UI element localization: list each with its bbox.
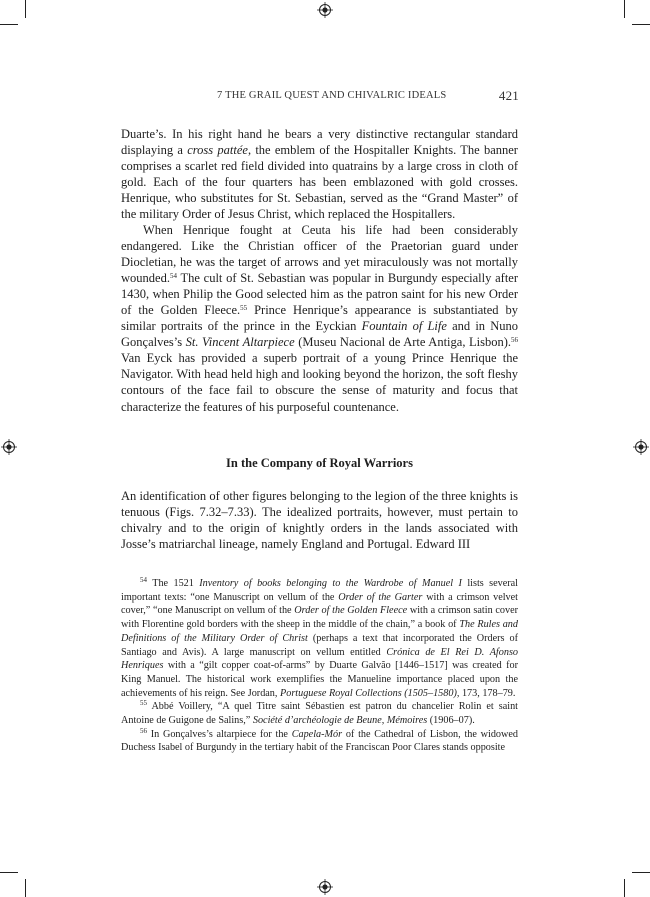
registration-mark-left-icon [1,439,17,455]
body-paragraph-2 [121,222,518,415]
italic-title: Capela-Mór [291,728,343,740]
italic-title: The Rules and Definitions of the Military Order of Christ [121,619,518,644]
crop-mark-bottom-left-h [0,872,18,873]
registration-mark-right-icon [633,439,649,455]
footnote-text: 173, 178–79. [459,687,516,699]
body-paragraph-3 [121,488,518,552]
footnote-54 [121,577,518,700]
crop-mark-top-left-v [25,0,26,18]
footnote-55 [121,700,518,727]
footnote-number: 54 [140,576,147,584]
footnote-text: lists several important texts: “one Manuscript on vellum of the [121,578,518,603]
crop-mark-bottom-right-h [632,872,650,873]
paragraph-text: , the emblem of the Hospitaller Knights. The banner comprises a scarlet red field divided into quatrains by a large cross in cloth of gold. Each of the four quarters has been emblazoned with gold crosses. Henrique, who substitutes for St. Sebastian, served as the “Grand Master” of the military Order of Jesus Christ, which replaced the Hospitallers. [121,143,518,222]
footnotes [121,577,518,755]
footnote-ref-55[interactable]: 55 [240,304,248,313]
footnote-ref-54[interactable]: 54 [169,272,177,281]
italic-title: Order of the Garter [338,591,423,603]
registration-mark-bottom-icon [317,879,333,895]
paragraph-text: An identification of other figures belonging to the legion of the three knights is tenuous (Figs. 7.32–7.33). The idealized portraits, however, must pertain to chivalry and to the origin of knightly orders in the lands associated with Josse’s matriarchal lineage, namely England and Portugal. Edward III [121,489,518,552]
footnote-text: In Gonçalves’s altarpiece for the [147,728,292,740]
registration-mark-top-icon [317,2,333,18]
footnote-text: with a crimson velvet cover,” “one Manuscript on vellum of the [121,591,518,617]
crop-mark-top-right-v [624,0,625,18]
crop-mark-top-left-h [0,24,18,25]
footnote-56 [121,728,518,755]
footnote-text: with a “gilt copper coat-of-arms” by Duarte Galvão [1446–1517] was created for King Manuel. The historical work exemplifies the Manueline importance placed upon the achievements of his reign. See Jordan, [121,660,518,699]
page-number: 421 [498,88,519,103]
crop-mark-bottom-right-v [624,879,625,897]
italic-term: cross pattée [187,143,248,158]
italic-title: Order of the Golden Fleece [294,605,408,617]
body-paragraph-1 [121,126,518,222]
italic-title: Portuguese Royal Collections (1505–1580), [280,687,460,699]
footnote-ref-56[interactable]: 56 [511,336,518,345]
paragraph-text: (Museu Nacional de Arte Antiga, Lisbon). [294,335,511,350]
italic-title: Société d’archéologie de Beune, Mémoires [252,715,428,727]
paragraph-text: Prince Henrique’s appearance is substantiated by similar portraits of the prince in the Eyckian [121,303,518,334]
paragraph-text: When Henrique fought at Ceuta his life had been considerably endangered. Like the Christian officer of the Praetorian guard under Diocletian, he was the target of arrows and yet miraculously was not mortally wounded. [121,223,518,286]
paragraph-text: and in Nuno Gonçalves’s [121,319,518,350]
paragraph-text: Van Eyck has provided a superb portrait of a young Prince Henrique the Navigator. With head held high and looking beyond the horizon, the soft fleshy contours of the face fail to obscure the sense of maturity and focus that characterize the features of his purposeful countenance. [121,351,518,414]
footnote-text: The 1521 [147,578,200,589]
paragraph-text: Duarte’s. In his right hand he bears a very distinctive rectangular standard displaying a [121,127,518,158]
footnote-text: (1906–07). [427,715,475,727]
crop-mark-bottom-left-v [25,879,26,897]
footnote-number: 56 [140,726,147,735]
chapter-running-head: 7 THE GRAIL QUEST AND CHIVALRIC IDEALS [217,90,447,101]
italic-title: Crónica de El Rei D. Afonso Henriques [121,646,519,672]
footnote-text: of the Cathedral of Lisbon, the widowed Duchess Isabel of Burgundy in the tertiary habit of the Franciscan Poor Clares stands opposite [121,728,518,754]
crop-mark-top-right-h [632,24,650,25]
footnote-text: Abbé Voillery, “A quel Titre saint Sébastien est patron du chancelier Rolin et saint Antoine de Guigone de Salins,” [121,701,518,727]
italic-title: St. Vincent Altarpiece [185,335,295,350]
paragraph-text: The cult of St. Sebastian was popular in Burgundy especially after 1430, when Philip the Good selected him as the patron saint for his new Order of the Golden Fleece. [121,271,518,318]
footnote-number: 55 [140,699,147,708]
footnote-text: (perhaps a text that incorporated the Orders of Santiago and Avis). A large manuscript on vellum entitled [121,632,518,658]
footnote-text: with a crimson satin cover with Florentine gold borders with the sheep in the middle of the chain,” a book of [121,605,518,631]
italic-title: Fountain of Life [361,319,447,334]
section-heading: In the Company of Royal Warriors [226,456,413,470]
italic-title: Inventory of books belonging to the Wardrobe of Manuel I [199,578,462,589]
